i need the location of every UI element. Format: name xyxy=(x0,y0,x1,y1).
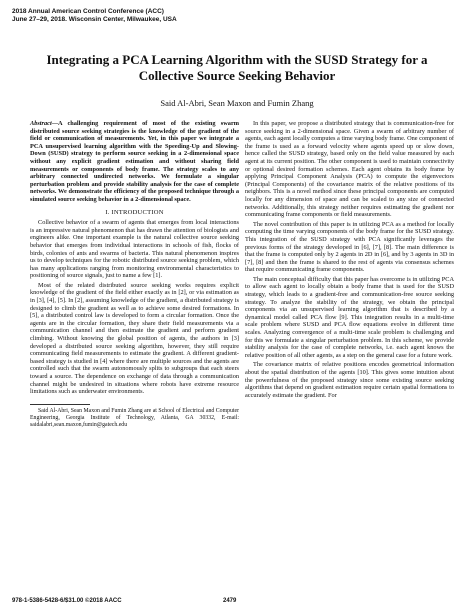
conference-header xyxy=(12,8,177,24)
intro-paragraph-2: Most of the related distributed source seeking works requires explicit knowledge of the gradient of the field either exactly as in [2], or via estimation as in [3], [4], [5]. In [2], assuming knowledge of the gradient, a distributed strategy is designed to climb the gradient as well as to achieve some desired formations. In [5], a distributed control law is developed to form a circular formation. Once the agents are in the circular formation, they share their field measurements via a communication channel and then estimate the gradient and perform gradient climbing. Without knowing the global position of agents, the authors in [3] developed a distributed source seeking algorithm, however, they still require communicating field measurements to estimate the gradient. A different gradient-based strategy is studied in [4] where there are multiple sources and the agents are controlled such that the swarm autonomously splits to subgroups that each steers toward a source. The dependence on exchange of data through a communication channel might be undesired in situations where robots have extreme resource limitations such as underwater environments. xyxy=(30,281,239,396)
paper-title: Integrating a PCA Learning Algorithm with the SUSD Strategy for a Collective Source Seeking Behavior xyxy=(46,52,428,83)
right-paragraph-2: The novel contribution of this paper is in utilizing PCA as a method for locally computing the time varying components of the body frame for the SUSD strategy. This integration of the SUSD strategy with PCA significantly leverages the previous forms of the strategy developed in [6], [7], [8]. The main difference is that the frame is computed only by 2 agents in 2D in [6], and by 3 agents in 3D in [7], [8] and then the frame is shared to the rest of agents via consensus schemes that require communicating frame components. xyxy=(245,220,454,274)
footnote-divider xyxy=(30,404,90,405)
right-paragraph-4: The covariance matrix of relative positions encodes geometrical information about the spatial distribution of the agents [10]. This gives some intuition about the powerfulness of the proposed strategy since some existing source seeking algorithms that depend on gradient estimation require certain spatial formations to accurately estimate the gradient. For xyxy=(245,361,454,399)
intro-paragraph-1: Collective behavior of a swarm of agents that emerges from local interactions is an impressive natural phenomenon that has drawn the attention of biologists and engineers alike. One important example is the natural collective source seeking behavior that emerges from individual interactions in schools of fish, flocks of birds, colonies of ants and swarms of bacteria. This natural phenomenon inspires us to develop techniques for the robotic distributed source seeking problem, which has many applications ranging from monitoring environmental characteristics to positioning of source signals, just to name a few [1]. xyxy=(30,219,239,280)
section-heading-introduction: I. INTRODUCTION xyxy=(105,208,164,216)
right-column xyxy=(245,120,454,401)
conference-date-location: June 27–29, 2018. Wisconsin Center, Milwaukee, USA xyxy=(12,16,177,23)
right-paragraph-3: The main conceptual difficulty that this paper has overcome is in utilizing PCA to allow each agent to locally obtain a body frame that is used for the SUSD strategy, which leads to a gradient-free and communication-free source seeking strategy. To analyze the stability of the strategy, we obtain the principal components via an unsupervised learning algorithm that is described by a dynamical model called PCA flow [9]. This integration results in a multi-time scale problem where SUSD and PCA flow equations evolve in different time scales. Analyzing convergence of a multi-time scale problem is challenging and for this we formulate a singular perturbation problem. In this scheme, we provide stability analysis for the case of complete networks, i.e. each agent knows the relative position of all other agents, as a step on the general case for a future work. xyxy=(245,275,454,359)
right-paragraph-1: In this paper, we propose a distributed strategy that is communication-free for source seeking in a 2-dimensional space. Given a swarm of arbitrary number of agents, each agent locally computes a time varying body frame. One component of the frame is used as a forward velocity where agents speed up or slow down, hence called the SUSD strategy, based only on the field value measured by each agent at its current position. The other component is used to maintain connectivity or optional desired formation schemes. Each agent obtains its body frame by applying Principal Component Analysis (PCA) to compute the eigenvectors (Principal Components) of the covariance matrix of the relative positions of its neighbors. This is a novel method since these principal components are computed locally for any dimension of space and can be scaled to any size of connected networks. Additionally, this strategy neither requires estimating the gradient nor communicating frame components or field measurements. xyxy=(245,120,454,219)
conference-name: 2018 Annual American Control Conference (ACC) xyxy=(12,8,164,15)
author-affiliation-footnote: Said Al-Abri, Sean Maxon and Fumin Zhang are at School of Electrical and Computer Engineering, Georgia Institute of Technology, Atlanta, GA 30332, E-mail: saidalabri,sean.maxon,fumin@gatech.edu xyxy=(30,407,239,428)
left-column xyxy=(30,120,239,431)
abstract xyxy=(30,120,239,204)
paper-authors: Said Al-Abri, Sean Maxon and Fumin Zhang xyxy=(160,98,314,108)
abstract-text: A challenging requirement of most of the existing swarm distributed source seeking strategies is the knowledge of the gradient of the field or communication of measurements. Yet, in this paper we integrate a PCA unsupervised learning algorithm with the Speeding-Up and Slowing-Down (SUSD) strategy to perform source seeking in a 2-dimensional space without any explicit gradient estimation and without sharing field measurements or components of body frame. The strategy scales to any arbitrary connected undirected networks. We formulate a singular perturbation problem and provide stability analysis for the case of complete networks. We demonstrate the efficiency of the proposed technique through a simulated source seeking behavior in a 2-dimensional space. xyxy=(30,120,239,203)
page-number: 2479 xyxy=(223,598,237,604)
footer-isbn: 978-1-5386-5428-6/$31.00 ©2018 AACC xyxy=(12,598,122,604)
abstract-lead: Abstract— xyxy=(30,120,58,127)
